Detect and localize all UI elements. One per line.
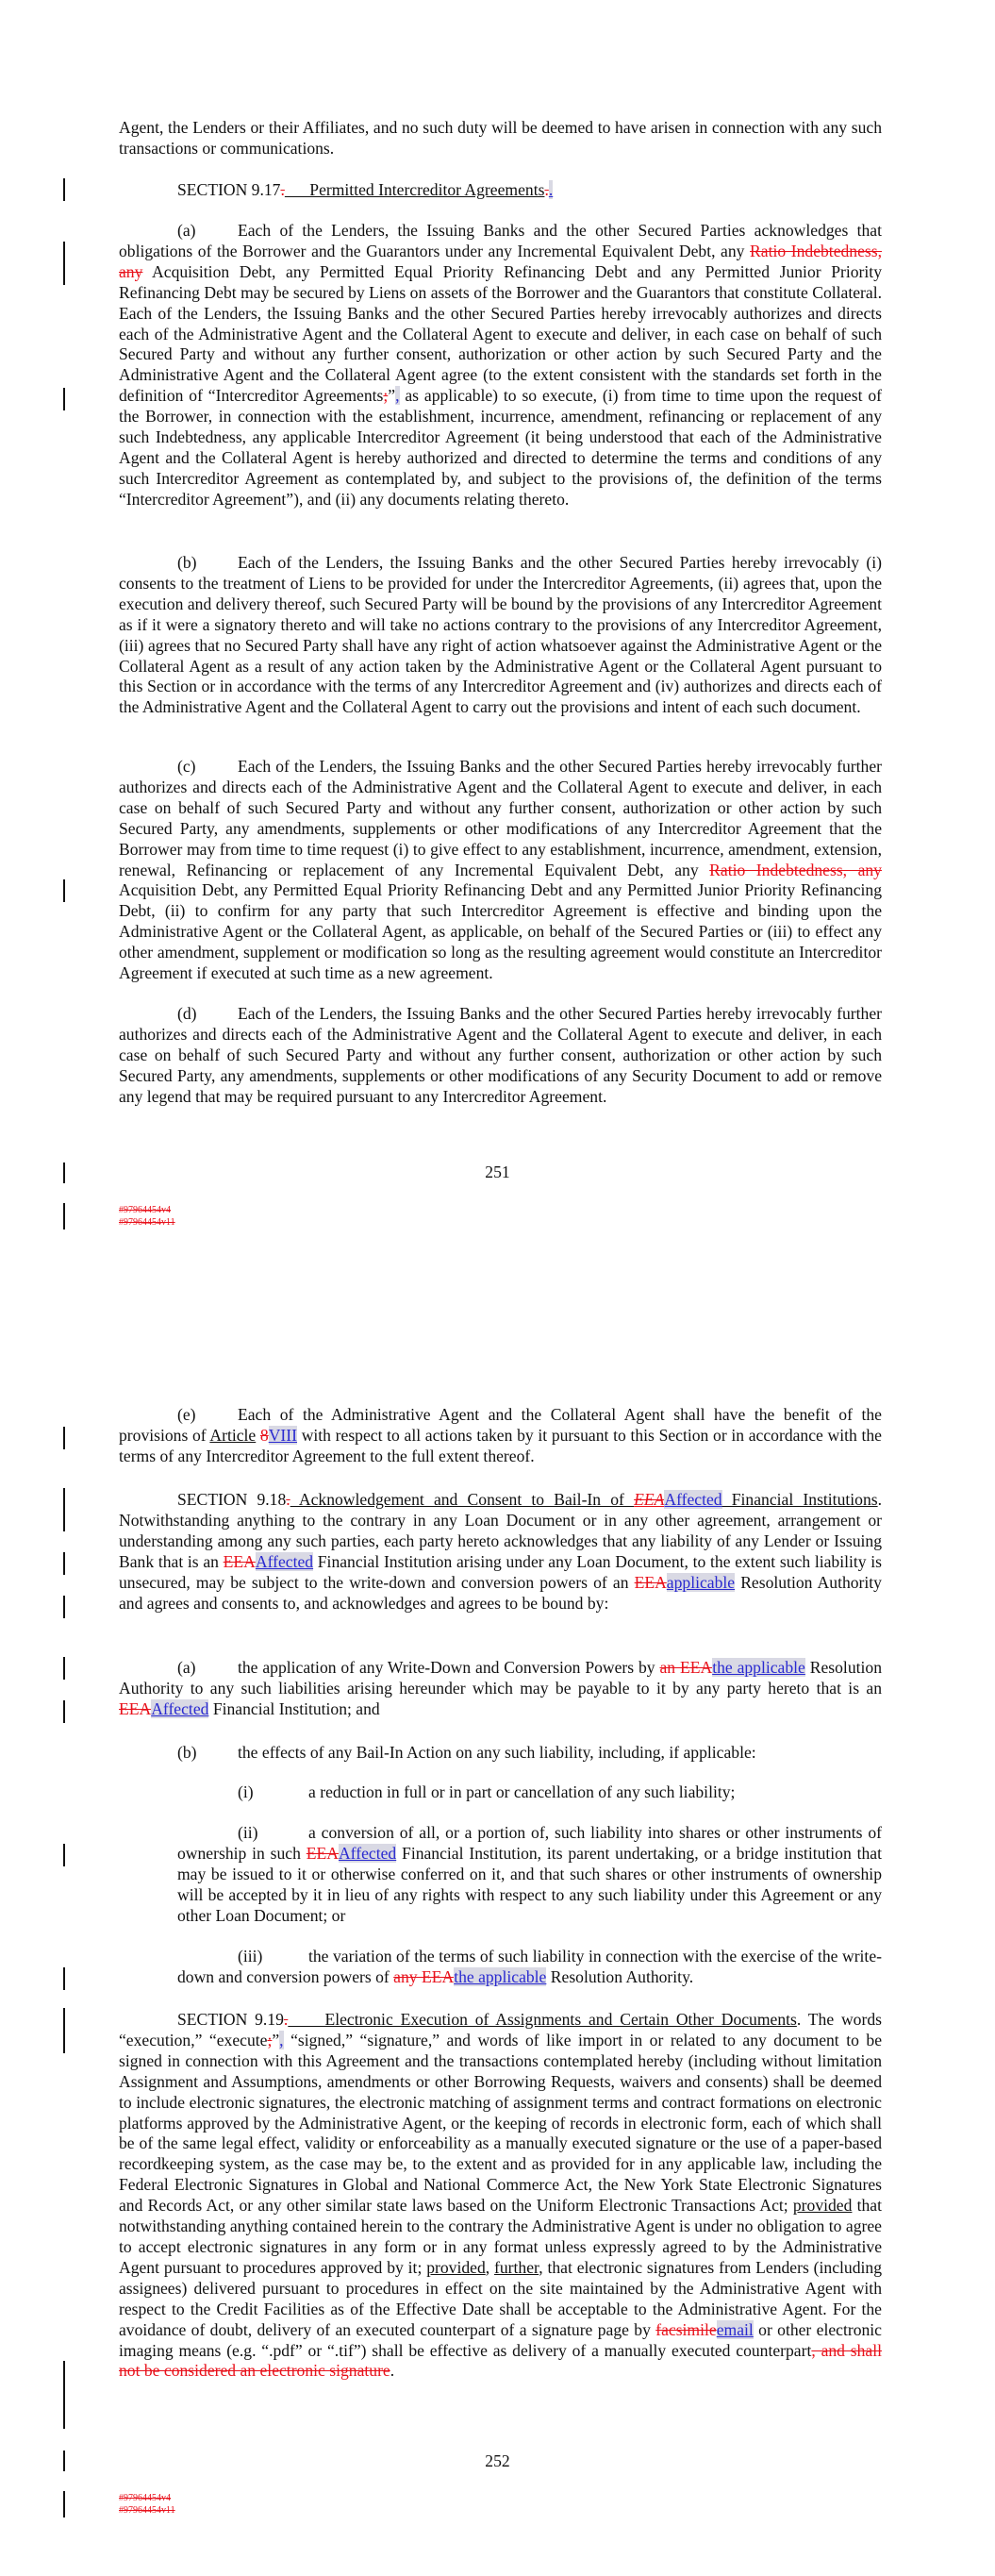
text-run: that notwithstanding anything contained herein to the contrary the Administrative Agent is under no obligation to agree to accept electronic signatures in any form or in any format unless expressly agreed to by the Administrative Agent pursuant to procedures approved by it; — [119, 2196, 882, 2277]
underlined-text: Acknowledgement and Consent to Bail-In of — [290, 1490, 635, 1509]
text-run: Each of the Lenders, the Issuing Banks and the other Secured Parties hereby irrevocably further authorizes and directs each of the Administrative Agent and the Collateral Agent to execute and deliver, in each case on behalf of such Secured Party and without any further consent, authorization or other action by such Secured Party, any amendments, supplements or other modifications of any Intercreditor Agreement that the Borrower may from time to time request (i) to give effect to any establishment, incurrence, amendment, extension, renewal, Refinancing or replacement of any Incremental Equivalent Debt, any — [119, 757, 882, 879]
text-run: SECTION 9.17 — [177, 180, 281, 199]
text-run: Financial Institution; and — [208, 1698, 380, 1718]
inserted-text: applicable — [666, 1572, 736, 1592]
text-run: “signed,” “signature,” and words of like import in or related to any document to be signed in connection with this Agreement and the transactions contemplated hereby (including without limitation Assignment and Assumptions, amendments or other Borrowing Requests, waivers and consents) shall be deemed to include electronic signatures, the electronic matching of assignment terms and contract formations on electronic platforms approved by the Administrative Agent, or the keeping of records in electronic form, each of which shall be of the same legal effect, validity or enforceability as a manually executed signature or the use of a paper-based recordkeeping system, as the case may be, to the extent and as provided for in any applicable law, including the Federal Electronic Signatures in Global and National Commerce Act, the New York State Electronic Signatures and Records Act, or any other similar state laws based on the Uniform Electronic Transactions Act; — [119, 2030, 882, 2216]
deleted-text: an EEA — [659, 1658, 713, 1677]
document-id: #97964454v4 — [119, 2493, 171, 2503]
text-run: Each of the Lenders, the Issuing Banks and the other Secured Parties acknowledges that obligations of the Borrower and the Guarantors under any Incremental Equivalent Debt, any — [119, 221, 882, 260]
deleted-text: . — [280, 180, 285, 199]
text-run: with respect to all actions taken by it pursuant to this Section or in accordance with the terms of any Intercreditor Agreement to the full extent thereof. — [119, 1425, 882, 1465]
paragraph-9-18-b-i — [177, 1782, 882, 1803]
text-run: Each of the Lenders, the Issuing Banks and the other Secured Parties hereby irrevocably (i) consents to the treatment of Liens to be provided for under the Intercreditor Agreements, (ii) agrees that, upon the execution and delivery thereof, such Secured Party will be bound by the provisions of any Intercreditor Agreement as if it were a signatory thereto and will take no actions contrary to the provisions of any Intercreditor Agreement, (iii) agrees that no Secured Party shall have any right of action whatsoever against the Administrative Agent or the Collateral Agent as a result of any action taken by the Administrative Agent or the Collateral Agent pursuant to this Section or in accordance with the terms of any Intercreditor Agreement and (iv) authorizes and directs each of the Administrative Agent and the Collateral Agent to carry out the provisions and intent of each such document. — [119, 553, 882, 717]
text-run: SECTION 9.19 — [177, 2010, 284, 2029]
underlined-text: Permitted Intercreditor Agreements — [284, 180, 545, 199]
text-run: Agent, the Lenders or their Affiliates, and no such duty will be deemed to have arisen in connection with any such transactions or communications. — [119, 118, 882, 158]
inserted-text: Affected — [151, 1698, 209, 1718]
text-run: a conversion of all, or a portion of, such liability into shares or other instruments of ownership in such — [177, 1823, 882, 1863]
change-bar — [63, 1700, 65, 1723]
change-bar — [63, 2491, 65, 2517]
text-run: Each of the Lenders, the Issuing Banks and the other Secured Parties hereby irrevocably further authorizes and directs each of the Administrative Agent and the Collateral Agent to execute and deliver, in each case on behalf of such Secured Party and without any further consent, authorization or other action by such Secured Party, any amendments, supplements or other modifications of any Security Document to add or remove any legend that may be required pursuant to any Intercreditor Agreement. — [119, 1004, 882, 1106]
deleted-text: EEA — [634, 1572, 667, 1592]
section-9-18-paragraph — [119, 1490, 882, 1614]
text-run: Financial Institution, its parent undertaking, or a bridge institution that may be issued to it or otherwise conferred on it, and that such shares or other instruments of ownership will be accepted by it in lieu of any rights with respect to any such liability under this Agreement or any other Loan Document; or — [177, 1843, 882, 1925]
underlined-text: further — [494, 2257, 539, 2277]
deleted-text: EEA — [223, 1551, 256, 1571]
paragraph-9-17-c — [119, 757, 882, 984]
inserted-text: , — [279, 2030, 284, 2049]
deleted-text: EEA — [119, 1698, 152, 1718]
inserted-text: Affected — [338, 1843, 397, 1863]
text-run: ” — [388, 386, 396, 406]
change-bar — [63, 242, 65, 285]
change-bar — [63, 2451, 65, 2471]
change-bar — [63, 1163, 65, 1183]
deleted-text: EEA — [306, 1843, 339, 1863]
paragraph-label: (b) — [177, 553, 197, 572]
text-run: Resolution Authority to any such liabilities arising hereunder which may be payable to it by any party hereto that is an — [119, 1658, 882, 1698]
deleted-text: . — [544, 180, 549, 199]
text-run: Acquisition Debt, any Permitted Equal Priority Refinancing Debt and any Permitted Junior Priority Refinancing Debt, (ii) to confirm for any party that such Intercreditor Agreement is effective and binding upon the Administrative Agent or the Collateral Agent, as applicable, on behalf of the Secured Parties or (iii) to effect any other amendment, supplement or modification so long as the resulting agreement would constitute an Intercreditor Agreement if executed at such time as a new agreement. — [119, 880, 882, 983]
text-run: ” — [272, 2030, 280, 2049]
deleted-text: Ratio Indebtedness, any — [709, 860, 882, 879]
paragraph-label: (e) — [177, 1405, 196, 1424]
document-id: #97964454v11 — [119, 2505, 175, 2516]
paragraph-9-18-b-iii — [177, 1947, 882, 1988]
deleted-text: any EEA — [393, 1966, 455, 1986]
page-number: 251 — [485, 1163, 510, 1181]
change-bar — [63, 1844, 65, 1866]
text-run: the variation of the terms of such liability in connection with the exercise of the write-down and conversion powers of — [177, 1947, 882, 1986]
document-id-footer — [119, 2492, 175, 2517]
change-bar — [63, 1967, 65, 1990]
deleted-text: facsimile — [655, 2319, 717, 2339]
change-bar — [63, 2008, 65, 2053]
deleted-text: Ratio Indebtedness, any — [119, 241, 882, 281]
change-bar — [63, 1657, 65, 1680]
text-run: the effects of any Bail-In Action on any such liability, including, if applicable: — [238, 1743, 756, 1762]
paragraph-9-17-e — [119, 1405, 882, 1467]
text-run: or other electronic imaging means (e.g. “.pdf” or “.tif”) shall be effective as delivery of a manually executed counterpart — [119, 2319, 882, 2360]
text-run: . — [390, 2361, 395, 2381]
underlined-text: Financial Institutions — [721, 1490, 878, 1509]
deleted-text: 8 — [259, 1425, 269, 1445]
underlined-text: provided — [426, 2257, 486, 2277]
section-9-19-paragraph — [119, 2010, 882, 2382]
paragraph-label: (iii) — [238, 1947, 263, 1965]
text-run: the application of any Write-Down and Conversion Powers by — [238, 1658, 660, 1677]
paragraph-label: (a) — [177, 1658, 196, 1677]
change-bar — [63, 1488, 65, 1531]
paragraph-9-17-a — [119, 221, 882, 510]
change-bar — [63, 388, 65, 410]
change-bar — [63, 1552, 65, 1575]
text-run: Acquisition Debt, any Permitted Equal Priority Refinancing Debt and any Permitted Junior Priority Refinancing Debt may be secured by Liens on assets of the Borrower and the Guarantors that constitute Collateral. Each of the Lenders, the Issuing Banks and the other Secured Parties hereby irrevocably authorizes and directs each of the Administrative Agent and the Collateral Agent to execute and deliver, in each case on behalf of such Secured Party and without any further consent, authorization or other action by such Secured Party and the Administrative Agent and the Collateral Agent agree (to the extent consistent with the standards set forth in the definition of “Intercreditor Agreements — [119, 261, 882, 406]
document-id: #97964454v4 — [119, 1205, 171, 1215]
paragraph-label: (d) — [177, 1004, 197, 1023]
paragraph-label: (a) — [177, 221, 196, 240]
paragraph-9-18-b — [119, 1743, 882, 1764]
text-run: Resolution Authority and agrees and consents to, and acknowledges and agrees to be bound by: — [119, 1572, 882, 1613]
page-number: 252 — [485, 2451, 510, 2470]
inserted-text: the applicable — [454, 1966, 547, 1986]
document-id-footer — [119, 1204, 175, 1229]
text-run: , — [485, 2257, 495, 2277]
text-run: as applicable) to so execute, (i) from time to time upon the request of the Borrower, in connection with the establishment, incurrence, amendment, refinancing or replacement of any such Indebtedness, any applicable Intercreditor Agreement (it being understood that each of the Administrative Agent and the Collateral Agent is hereby authorized and directed to determine the terms and conditions of any such Intercreditor Agreement as contemplated by, and subject to the provisions of, the definition of the terms “Intercreditor Agreement”), and (ii) any documents relating thereto. — [119, 386, 882, 509]
deleted-text: ; — [383, 386, 389, 406]
inserted-text: email — [716, 2319, 754, 2339]
text-run: , that electronic signatures from Lenders (including assignees) delivered pursuant to procedures in effect on the site maintained by the Administrative Agent with respect to the Credit Facilities as of the Effective Date shall be acceptable to the Administrative Agent. For the avoidance of doubt, delivery of an executed counterpart of a signature page by — [119, 2257, 883, 2339]
paragraph-9-18-b-ii — [177, 1823, 882, 1927]
paragraph-label: (c) — [177, 757, 196, 776]
inserted-text: the applicable — [712, 1658, 805, 1677]
text-run: . The words “execution,” “execute — [119, 2010, 882, 2049]
text-run: Financial Institution arising under any Loan Document, to the extent such liability is unsecured, may be subject to the write-down and conversion powers of an — [119, 1551, 882, 1592]
paragraph-continuation — [119, 118, 882, 159]
inserted-text: Affected — [255, 1551, 314, 1571]
section-9-17-heading — [119, 180, 882, 201]
document-id: #97964454v11 — [119, 1217, 175, 1228]
paragraph-label: (i) — [238, 1782, 254, 1801]
inserted-text: , — [395, 386, 400, 406]
paragraph-9-17-b — [119, 553, 882, 718]
deleted-text: . — [283, 2010, 289, 2029]
underlined-text: Electronic Execution of Assignments and Certain Other Documents — [288, 2010, 797, 2029]
text-run: SECTION 9.18 — [177, 1490, 287, 1509]
paragraph-9-17-d — [119, 1004, 882, 1108]
change-bar — [63, 178, 65, 201]
underlined-text: Article — [209, 1425, 257, 1445]
deleted-text: ; — [267, 2030, 273, 2049]
paragraph-label: (ii) — [238, 1823, 258, 1842]
text-run: Each of the Administrative Agent and the Collateral Agent shall have the benefit of the provisions of — [119, 1405, 882, 1445]
deleted-text: , and shall not be considered an electronic signature — [119, 2340, 882, 2381]
text-run: . Notwithstanding anything to the contrary in any Loan Document or in any other agreement, arrangement or understanding among any such parties, each party hereto acknowledges that any liability of any Lender or Issuing Bank that is an — [119, 1490, 882, 1571]
change-bar — [63, 2361, 65, 2429]
paragraph-label: (b) — [177, 1743, 197, 1762]
inserted-text: . — [548, 180, 554, 199]
paragraph-9-18-a — [119, 1658, 882, 1720]
inserted-text: VIII — [268, 1425, 298, 1445]
inserted-text: Affected — [664, 1490, 722, 1509]
deleted-text: EEA — [634, 1490, 665, 1509]
text-run: Resolution Authority. — [546, 1966, 694, 1986]
underlined-text: provided — [792, 2196, 853, 2216]
change-bar — [63, 1596, 65, 1618]
text-run: a reduction in full or in part or cancellation of any such liability; — [308, 1782, 736, 1801]
deleted-text: . — [286, 1490, 290, 1509]
change-bar — [63, 1203, 65, 1229]
change-bar — [63, 1427, 65, 1449]
change-bar — [63, 879, 65, 902]
